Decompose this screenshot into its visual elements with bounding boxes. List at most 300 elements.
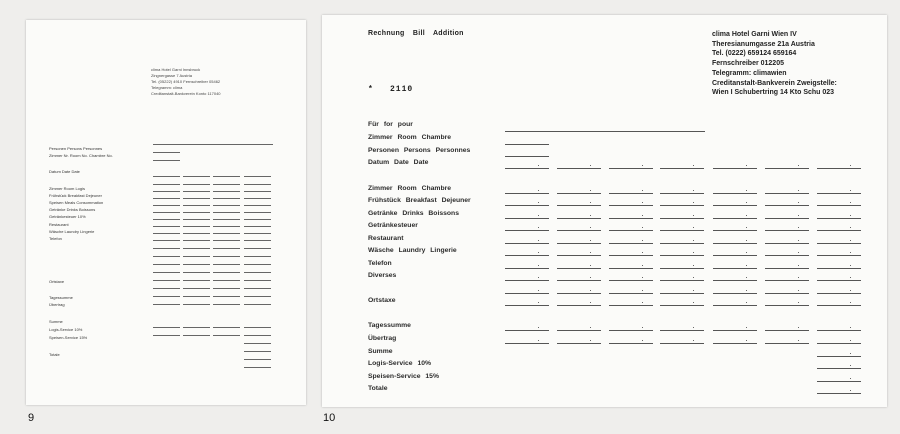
row-label-meals-service: Speisen-Service 15%: [49, 335, 88, 340]
column-fill-line: [660, 343, 704, 344]
decimal-dot: [642, 265, 643, 266]
decimal-dot: [693, 165, 694, 166]
column-fill-line: [557, 255, 601, 256]
decimal-dot: [590, 302, 591, 303]
decimal-dot: [746, 302, 747, 303]
decimal-dot: [538, 165, 539, 166]
column-fill-line: [153, 256, 180, 257]
column-fill-line: [713, 193, 757, 194]
decimal-dot: [850, 277, 851, 278]
column-fill-line: [713, 205, 757, 206]
column-fill-line: [153, 264, 180, 265]
column-fill-line: [183, 327, 210, 328]
column-fill-line: [213, 219, 240, 220]
column-fill-line: [213, 335, 240, 336]
decimal-dot: [538, 190, 539, 191]
header-line: Fernschreiber 012205: [712, 60, 784, 68]
column-fill-line: [557, 343, 601, 344]
column-fill-line: [153, 240, 180, 241]
column-fill-line: [244, 191, 271, 192]
column-fill-line: [609, 205, 653, 206]
hotel-header: [712, 30, 837, 98]
column-fill-line: [660, 280, 704, 281]
column-fill-line: [609, 268, 653, 269]
row-label-laundry: Wäsche Laundry Lingerie: [368, 247, 457, 254]
decimal-dot: [798, 277, 799, 278]
column-fill-line: [660, 168, 704, 169]
decimal-dot: [693, 340, 694, 341]
column-fill-line: [153, 233, 180, 234]
decimal-dot: [642, 290, 643, 291]
header-line: Tel. (0222) 659124 659164: [712, 50, 797, 58]
column-fill-line: [817, 168, 861, 169]
asterisk-mark: *: [368, 85, 374, 94]
decimal-dot: [590, 327, 591, 328]
column-fill-line: [153, 184, 180, 185]
column-fill-line: [505, 230, 549, 231]
row-label-room: Zimmer Room Chambre: [368, 185, 452, 192]
decimal-dot: [746, 252, 747, 253]
decimal-dot: [746, 340, 747, 341]
column-fill-line: [244, 184, 271, 185]
column-fill-line: [213, 240, 240, 241]
column-fill-line: [609, 230, 653, 231]
decimal-dot: [590, 215, 591, 216]
decimal-dot: [590, 165, 591, 166]
column-fill-line: [817, 343, 861, 344]
decimal-dot: [850, 353, 851, 354]
column-fill-line: [765, 230, 809, 231]
decimal-dot: [538, 340, 539, 341]
decimal-dot: [798, 190, 799, 191]
column-fill-line: [765, 255, 809, 256]
header-line: clima Hotel Garni Innsbruck: [151, 67, 201, 72]
column-fill-line: [609, 243, 653, 244]
decimal-dot: [746, 265, 747, 266]
total-fill-line: [817, 381, 861, 382]
decimal-dot: [590, 277, 591, 278]
column-fill-line: [557, 230, 601, 231]
row-label-telephone: Telefon: [368, 260, 392, 267]
row-label-breakfast: Frühstück Breakfast Dejeuner: [49, 193, 102, 198]
decimal-dot: [538, 277, 539, 278]
column-fill-line: [213, 233, 240, 234]
decimal-dot: [798, 327, 799, 328]
row-label-daily-total: Tagessumme: [49, 295, 73, 300]
decimal-dot: [746, 327, 747, 328]
column-fill-line: [609, 343, 653, 344]
column-fill-line: [609, 293, 653, 294]
decimal-dot: [538, 227, 539, 228]
column-fill-line: [609, 280, 653, 281]
decimal-dot: [850, 190, 851, 191]
column-fill-line: [183, 212, 210, 213]
row-label-room-top: Zimmer Room Chambre: [368, 134, 452, 141]
header-line: Telegramm: clima: [151, 85, 183, 90]
total-fill-line: [244, 343, 271, 344]
column-fill-line: [153, 198, 180, 199]
column-fill-line: [153, 288, 180, 289]
header-line: Theresianumgasse 21a Austria: [712, 40, 815, 48]
row-label-drink-tax: Getränkesteuer 10%: [49, 214, 86, 219]
decimal-dot: [538, 290, 539, 291]
decimal-dot: [693, 302, 694, 303]
decimal-dot: [850, 240, 851, 241]
column-fill-line: [244, 198, 271, 199]
decimal-dot: [798, 302, 799, 303]
row-label-date: Datum Date Date: [49, 169, 80, 174]
decimal-dot: [693, 227, 694, 228]
decimal-dot: [850, 290, 851, 291]
column-fill-line: [609, 330, 653, 331]
header-line: clima Hotel Garni Wien IV: [712, 31, 797, 38]
decimal-dot: [642, 202, 643, 203]
page-number: 9: [28, 412, 35, 424]
column-fill-line: [153, 280, 180, 281]
column-fill-line: [505, 168, 549, 169]
column-fill-line: [713, 268, 757, 269]
column-fill-line: [713, 255, 757, 256]
column-fill-line: [765, 218, 809, 219]
decimal-dot: [850, 340, 851, 341]
column-fill-line: [660, 255, 704, 256]
column-fill-line: [183, 198, 210, 199]
column-fill-line: [153, 327, 180, 328]
row-label-drink-tax: Getränkesteuer: [368, 222, 418, 229]
column-fill-line: [817, 218, 861, 219]
header-line: Creditanstalt-Bankverein Konto 117040: [151, 91, 221, 96]
column-fill-line: [817, 230, 861, 231]
decimal-dot: [798, 340, 799, 341]
column-fill-line: [183, 226, 210, 227]
column-fill-line: [765, 205, 809, 206]
row-label-carried-over: Übertrag: [49, 302, 65, 307]
column-fill-line: [713, 293, 757, 294]
decimal-dot: [693, 327, 694, 328]
column-fill-line: [765, 193, 809, 194]
column-fill-line: [660, 243, 704, 244]
column-fill-line: [817, 255, 861, 256]
decimal-dot: [746, 165, 747, 166]
decimal-dot: [850, 227, 851, 228]
column-fill-line: [765, 293, 809, 294]
column-fill-line: [183, 264, 210, 265]
total-fill-line: [244, 359, 271, 360]
column-fill-line: [244, 256, 271, 257]
column-fill-line: [213, 176, 240, 177]
decimal-dot: [693, 290, 694, 291]
column-fill-line: [557, 280, 601, 281]
invoice-number: 2110: [390, 85, 414, 94]
decimal-dot: [746, 190, 747, 191]
fill-line: [505, 131, 705, 132]
decimal-dot: [693, 190, 694, 191]
decimal-dot: [642, 165, 643, 166]
column-fill-line: [713, 343, 757, 344]
column-fill-line: [213, 272, 240, 273]
column-fill-line: [713, 218, 757, 219]
row-label-persons: Personen Persons Personnes: [49, 146, 103, 151]
decimal-dot: [642, 327, 643, 328]
column-fill-line: [765, 343, 809, 344]
column-fill-line: [713, 305, 757, 306]
row-label-restaurant: Restaurant: [368, 235, 404, 242]
decimal-dot: [798, 252, 799, 253]
column-fill-line: [660, 218, 704, 219]
column-fill-line: [505, 268, 549, 269]
column-fill-line: [660, 193, 704, 194]
column-fill-line: [505, 218, 549, 219]
decimal-dot: [590, 265, 591, 266]
column-fill-line: [557, 305, 601, 306]
column-fill-line: [183, 304, 210, 305]
column-fill-line: [153, 335, 180, 336]
column-fill-line: [244, 212, 271, 213]
row-label-date: Datum Date Date: [368, 159, 429, 166]
row-label-room-no: Zimmer Nr. Room No. Chambre No.: [49, 153, 113, 158]
column-fill-line: [213, 288, 240, 289]
column-fill-line: [213, 304, 240, 305]
row-label-drinks: Getränke Drinks Boissons: [368, 210, 459, 217]
row-label-sum: Summe: [368, 348, 393, 355]
fill-line: [153, 152, 180, 153]
decimal-dot: [850, 378, 851, 379]
decimal-dot: [590, 190, 591, 191]
column-fill-line: [213, 296, 240, 297]
decimal-dot: [590, 227, 591, 228]
column-fill-line: [244, 264, 271, 265]
column-fill-line: [183, 191, 210, 192]
column-fill-line: [153, 304, 180, 305]
decimal-dot: [538, 215, 539, 216]
column-fill-line: [505, 280, 549, 281]
row-label-total: Totale: [49, 352, 60, 357]
column-fill-line: [244, 288, 271, 289]
row-label-drinks: Getränke Drinks Boissons: [49, 207, 96, 212]
column-fill-line: [817, 330, 861, 331]
column-fill-line: [244, 304, 271, 305]
decimal-dot: [538, 252, 539, 253]
column-fill-line: [244, 205, 271, 206]
column-fill-line: [609, 255, 653, 256]
column-fill-line: [505, 343, 549, 344]
column-fill-line: [183, 288, 210, 289]
total-fill-line: [817, 356, 861, 357]
column-fill-line: [557, 168, 601, 169]
column-fill-line: [817, 293, 861, 294]
decimal-dot: [798, 290, 799, 291]
fill-line: [505, 156, 549, 157]
column-fill-line: [660, 330, 704, 331]
column-fill-line: [183, 335, 210, 336]
decimal-dot: [850, 252, 851, 253]
column-fill-line: [183, 272, 210, 273]
row-label-total: Totale: [368, 385, 388, 392]
column-fill-line: [213, 256, 240, 257]
header-line: Telegramm: climawien: [712, 69, 787, 77]
header-line: Zingnergasse 7 Austria: [151, 73, 192, 78]
decimal-dot: [693, 277, 694, 278]
column-fill-line: [609, 193, 653, 194]
column-fill-line: [505, 255, 549, 256]
column-fill-line: [183, 219, 210, 220]
column-fill-line: [244, 226, 271, 227]
decimal-dot: [850, 390, 851, 391]
column-fill-line: [183, 176, 210, 177]
invoice-form-page-9: [26, 20, 306, 405]
decimal-dot: [590, 290, 591, 291]
decimal-dot: [798, 265, 799, 266]
decimal-dot: [798, 165, 799, 166]
column-fill-line: [660, 268, 704, 269]
decimal-dot: [746, 227, 747, 228]
fill-line: [153, 144, 273, 145]
decimal-dot: [798, 227, 799, 228]
column-fill-line: [244, 219, 271, 220]
column-fill-line: [765, 305, 809, 306]
column-fill-line: [817, 205, 861, 206]
row-label-lodging-service: Logis-Service 10%: [368, 360, 432, 367]
column-fill-line: [660, 230, 704, 231]
row-label-local-tax: Ortstaxe: [49, 279, 65, 284]
decimal-dot: [746, 277, 747, 278]
row-label-daily-total: Tagessumme: [368, 322, 411, 329]
decimal-dot: [693, 240, 694, 241]
total-fill-line: [244, 367, 271, 368]
row-label-meals: Speisen Meals Consommation: [49, 200, 104, 205]
column-fill-line: [557, 268, 601, 269]
decimal-dot: [850, 165, 851, 166]
column-fill-line: [153, 272, 180, 273]
column-fill-line: [183, 184, 210, 185]
column-fill-line: [183, 205, 210, 206]
column-fill-line: [765, 280, 809, 281]
column-fill-line: [213, 205, 240, 206]
row-label-sum: Summe: [49, 319, 63, 324]
decimal-dot: [798, 202, 799, 203]
decimal-dot: [850, 365, 851, 366]
column-fill-line: [183, 233, 210, 234]
column-fill-line: [244, 233, 271, 234]
column-fill-line: [213, 327, 240, 328]
column-fill-line: [183, 248, 210, 249]
invoice-form-page-10: [322, 15, 887, 407]
decimal-dot: [538, 327, 539, 328]
column-fill-line: [505, 205, 549, 206]
decimal-dot: [693, 215, 694, 216]
decimal-dot: [850, 202, 851, 203]
decimal-dot: [538, 265, 539, 266]
row-label-local-tax: Ortstaxe: [368, 297, 396, 304]
column-fill-line: [153, 226, 180, 227]
column-fill-line: [817, 243, 861, 244]
row-label-carried-over: Übertrag: [368, 335, 397, 342]
column-fill-line: [557, 193, 601, 194]
column-fill-line: [817, 280, 861, 281]
column-fill-line: [213, 198, 240, 199]
column-fill-line: [557, 218, 601, 219]
row-label-laundry: Wäsche Laundry Lingerie: [49, 229, 95, 234]
column-fill-line: [244, 176, 271, 177]
column-fill-line: [557, 330, 601, 331]
column-fill-line: [183, 256, 210, 257]
column-fill-line: [213, 280, 240, 281]
column-fill-line: [713, 230, 757, 231]
decimal-dot: [746, 202, 747, 203]
page-number: 10: [323, 412, 336, 424]
column-fill-line: [765, 268, 809, 269]
column-fill-line: [609, 218, 653, 219]
decimal-dot: [590, 202, 591, 203]
row-label-lodging-service: Logis-Service 10%: [49, 327, 83, 332]
decimal-dot: [642, 340, 643, 341]
column-fill-line: [213, 184, 240, 185]
decimal-dot: [693, 252, 694, 253]
column-fill-line: [213, 248, 240, 249]
column-fill-line: [183, 296, 210, 297]
decimal-dot: [746, 215, 747, 216]
decimal-dot: [642, 215, 643, 216]
decimal-dot: [642, 252, 643, 253]
decimal-dot: [850, 327, 851, 328]
row-label-telephone: Telefon: [49, 236, 62, 241]
column-fill-line: [609, 168, 653, 169]
column-fill-line: [244, 296, 271, 297]
decimal-dot: [642, 240, 643, 241]
column-fill-line: [153, 219, 180, 220]
column-fill-line: [153, 248, 180, 249]
column-fill-line: [660, 305, 704, 306]
column-fill-line: [609, 305, 653, 306]
column-fill-line: [505, 305, 549, 306]
row-label-meals-service: Speisen-Service 15%: [368, 373, 440, 380]
column-fill-line: [183, 280, 210, 281]
column-fill-line: [713, 168, 757, 169]
column-fill-line: [213, 264, 240, 265]
decimal-dot: [798, 215, 799, 216]
decimal-dot: [642, 190, 643, 191]
column-fill-line: [153, 191, 180, 192]
decimal-dot: [850, 215, 851, 216]
column-fill-line: [183, 240, 210, 241]
column-fill-line: [213, 226, 240, 227]
column-fill-line: [213, 212, 240, 213]
column-fill-line: [660, 293, 704, 294]
decimal-dot: [590, 252, 591, 253]
row-label-miscellaneous: Diverses: [368, 272, 397, 279]
column-fill-line: [153, 205, 180, 206]
column-fill-line: [505, 293, 549, 294]
row-label-room: Zimmer Room Logis: [49, 186, 86, 191]
column-fill-line: [153, 296, 180, 297]
column-fill-line: [557, 293, 601, 294]
decimal-dot: [850, 302, 851, 303]
column-fill-line: [244, 240, 271, 241]
column-fill-line: [244, 327, 271, 328]
column-fill-line: [713, 280, 757, 281]
column-fill-line: [244, 335, 271, 336]
column-fill-line: [557, 205, 601, 206]
row-label-restaurant: Restaurant: [49, 222, 69, 227]
decimal-dot: [590, 240, 591, 241]
row-label-for: Für for pour: [368, 121, 413, 128]
column-fill-line: [817, 193, 861, 194]
decimal-dot: [642, 302, 643, 303]
column-fill-line: [153, 176, 180, 177]
column-fill-line: [557, 243, 601, 244]
column-fill-line: [765, 330, 809, 331]
column-fill-line: [505, 193, 549, 194]
